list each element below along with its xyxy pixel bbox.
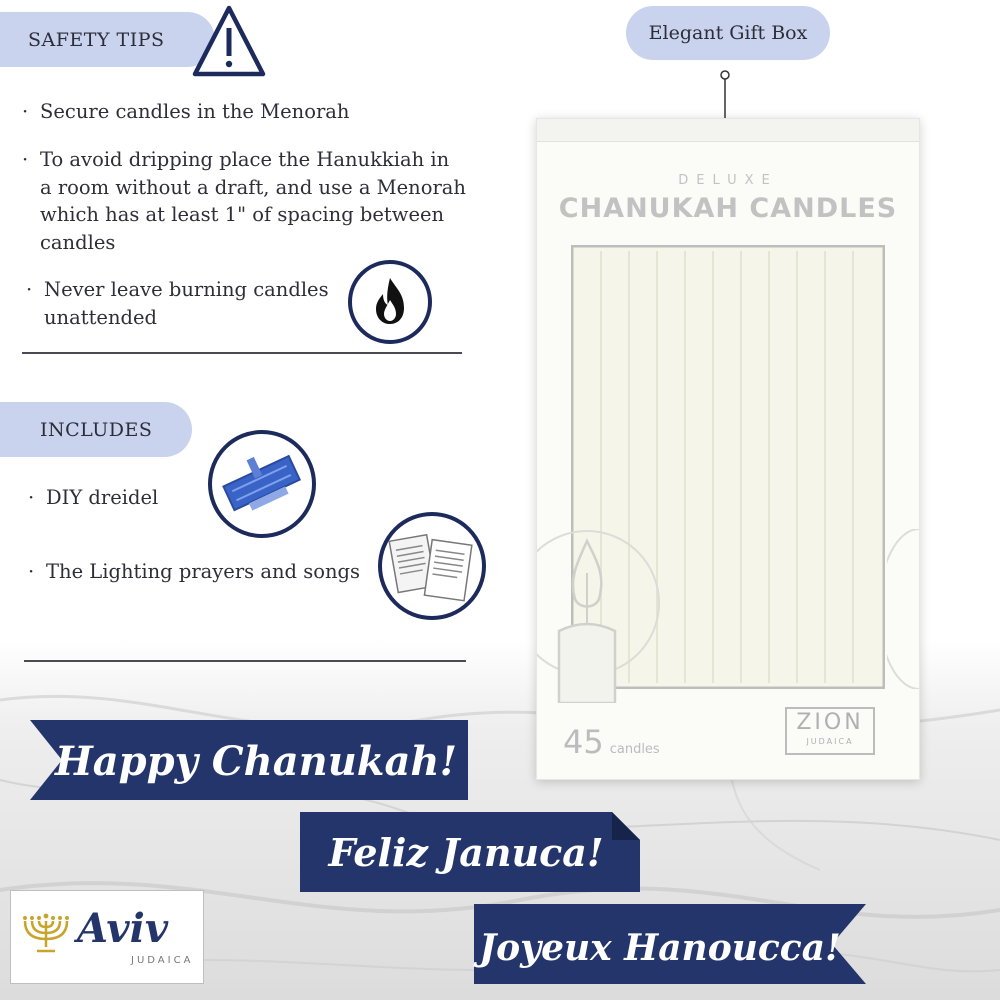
zion-logo-name: ZION — [796, 710, 864, 735]
aviv-logo-name: Aviv — [77, 905, 169, 952]
warning-icon — [190, 2, 268, 78]
gift-box-callout — [626, 6, 830, 60]
safety-tips-heading-label: SAFETY TIPS — [28, 28, 165, 51]
candle-count-unit: candles — [609, 742, 660, 757]
zion-logo-sub: JUDAICA — [806, 737, 854, 746]
banner-3-text: Joyeux Hanoucca! — [479, 927, 841, 969]
safety-tip-2: · To avoid dripping place the Hanukkiah in a room without a draft, and use a Menorah which has at least 1" of spacing between candles — [22, 148, 466, 254]
menorah-icon — [17, 911, 75, 955]
candle-box — [536, 118, 920, 780]
flame-icon — [348, 260, 432, 344]
divider-safety — [22, 352, 462, 354]
includes-heading — [0, 402, 192, 457]
box-subtitle: DELUXE — [678, 173, 778, 188]
banner-1-text: Happy Chanukah! — [54, 738, 458, 785]
candle-count-number: 45 — [563, 723, 604, 761]
prayer-sheets-icon — [378, 512, 486, 620]
includes-heading-label: INCLUDES — [40, 418, 153, 441]
box-top-lip — [537, 119, 919, 142]
includes-item-1: · DIY dreidel — [28, 486, 159, 509]
safety-tip-3: · Never leave burning candles unattended — [26, 278, 329, 329]
gift-box-callout-label: Elegant Gift Box — [648, 22, 808, 44]
candle-outline-icon — [537, 513, 667, 703]
banner-2-text: Feliz Januca! — [328, 830, 604, 875]
divider-includes — [24, 660, 466, 662]
box-title: CHANUKAH CANDLES — [558, 193, 898, 224]
safety-tips-heading — [0, 12, 215, 67]
safety-tip-1: · Secure candles in the Menorah — [22, 100, 350, 123]
box-right-arc — [887, 529, 919, 689]
aviv-logo — [10, 890, 204, 984]
aviv-logo-sub: JUDAICA — [131, 955, 194, 966]
includes-item-2: · The Lighting prayers and songs — [28, 560, 361, 583]
